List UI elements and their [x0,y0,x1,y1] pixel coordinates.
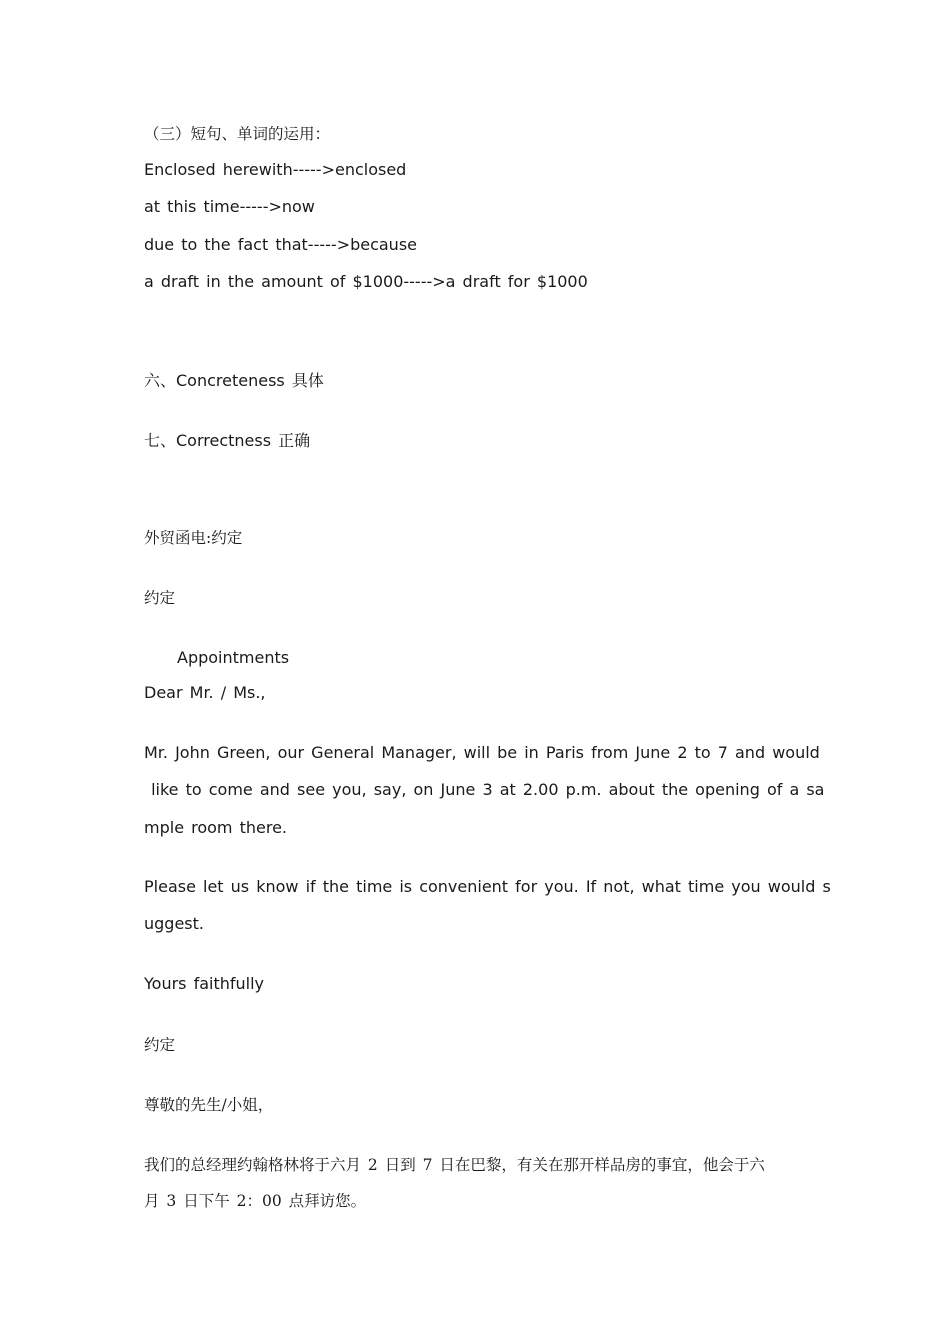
letter-para1-line: Mr. John Green, our General Manager, will be in Paris from June 2 to 7 and would [144,743,820,762]
phrase-item: Enclosed herewith----->enclosed [144,160,407,179]
letter-cn-title: 约定 [144,1036,176,1054]
letter-salutation: Dear Mr. / Ms., [144,683,266,702]
principle-concreteness: 六、Concreteness 具体 [144,371,324,390]
phrases-heading: （三）短句、单词的运用： [144,125,331,143]
letter-para2-line: uggest. [144,914,204,933]
letter-para1-line: mple room there. [144,818,288,837]
letter-para1-line: like to come and see you, say, on June 3 at 2.00 p.m. about the opening of a sa [144,780,825,799]
letter-category: 外贸函电:约定 [144,529,243,547]
letter-cn-salutation: 尊敬的先生/小姐， [144,1096,274,1114]
letter-para2-line: Please let us know if the time is convenient for you. If not, what time you would s [144,877,831,896]
letter-title-cn: 约定 [144,589,176,607]
letter-title-en: Appointments [177,648,290,667]
phrase-item: due to the fact that----->because [144,235,417,254]
principle-correctness: 七、Correctness 正确 [144,431,311,450]
letter-closing: Yours faithfully [144,974,265,993]
phrase-item: at this time----->now [144,197,315,216]
phrase-item: a draft in the amount of $1000----->a draft for $1000 [144,272,588,291]
letter-cn-para1-line: 我们的总经理约翰格林将于六月 2 日到 7 日在巴黎，有关在那开样品房的事宜，他会于六 [144,1156,765,1174]
letter-cn-para1-line: 月 3 日下午 2：00 点拜访您。 [144,1192,367,1210]
